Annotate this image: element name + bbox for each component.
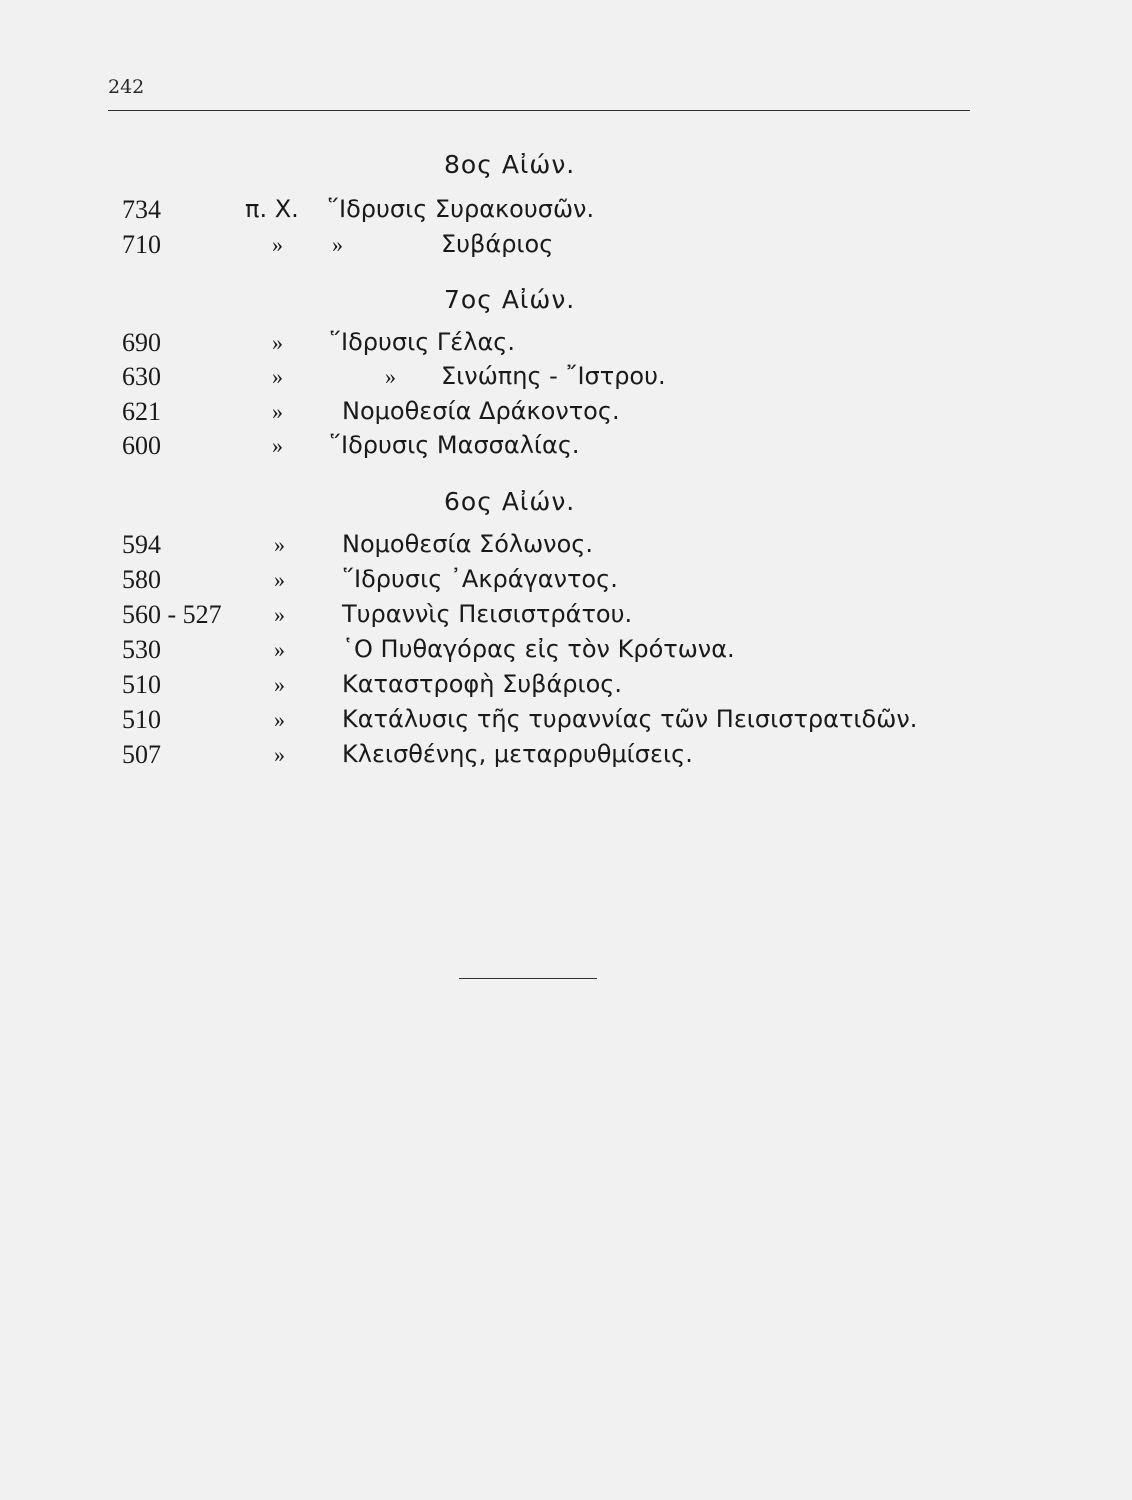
- ditto-mark: »: [272, 364, 283, 389]
- ditto-mark: »: [274, 532, 285, 557]
- closing-rule: [459, 978, 597, 979]
- event-text: Τυραννὶς Πεισιστράτου.: [342, 600, 633, 628]
- event-text: ῞Ιδρυσις Μασσαλίας.: [329, 431, 580, 459]
- year: 510: [122, 670, 161, 699]
- section-heading-8th-century: 8ος Αἰών.: [444, 150, 576, 179]
- section-heading-6th-century: 6ος Αἰών.: [444, 487, 576, 516]
- chronology-row: [0, 600, 1132, 634]
- chronology-row: [0, 431, 1132, 465]
- event-text: Νομοθεσία Δράκοντος.: [342, 397, 620, 425]
- ditto-mark: »: [274, 672, 285, 697]
- ditto-mark: »: [274, 707, 285, 732]
- year: 600: [122, 431, 161, 460]
- event-text: Συβάριος: [441, 230, 554, 258]
- event-text: ῞Ιδρυσις Συρακουσῶν.: [327, 195, 595, 223]
- ditto-mark: »: [274, 602, 285, 627]
- chronology-row: [0, 195, 1132, 229]
- year: 594: [122, 530, 161, 559]
- ditto-mark: »: [272, 232, 283, 257]
- year: 630: [122, 362, 161, 391]
- chronology-row: [0, 705, 1132, 739]
- ditto-mark: »: [272, 433, 283, 458]
- year: 621: [122, 397, 161, 426]
- header-rule: [108, 110, 970, 111]
- event-text: ῞Ιδρυσις ᾿Ακράγαντος.: [342, 565, 618, 593]
- year: 560 - 527: [122, 600, 222, 629]
- ditto-mark: »: [332, 232, 343, 257]
- year: 510: [122, 705, 161, 734]
- event-text: Καταστροφὴ Συβάριος.: [342, 670, 623, 698]
- event-text: Κατάλυσις τῆς τυραννίας τῶν Πεισιστρατιδῶν.: [342, 705, 918, 733]
- section-heading-7th-century: 7ος Αἰών.: [444, 285, 576, 314]
- ditto-mark: »: [274, 742, 285, 767]
- ditto-mark: »: [274, 637, 285, 662]
- chronology-row: [0, 740, 1132, 774]
- chronology-row: [0, 397, 1132, 431]
- event-text: ῾Ο Πυθαγόρας εἰς τὸν Κρότωνα.: [342, 635, 735, 663]
- event-text: ῞Ιδρυσις Γέλας.: [329, 328, 516, 356]
- ditto-mark: »: [272, 330, 283, 355]
- ditto-mark: »: [385, 364, 396, 389]
- year: 530: [122, 635, 161, 664]
- chronology-row: [0, 635, 1132, 669]
- page-number: 242: [108, 76, 145, 98]
- chronology-row: [0, 362, 1132, 396]
- era-label: π. Χ.: [245, 195, 299, 223]
- chronology-row: [0, 670, 1132, 704]
- ditto-mark: »: [272, 399, 283, 424]
- year: 580: [122, 565, 161, 594]
- chronology-row: [0, 328, 1132, 362]
- year: 734: [122, 195, 161, 224]
- year: 710: [122, 230, 161, 259]
- chronology-row: [0, 230, 1132, 264]
- year: 690: [122, 328, 161, 357]
- chronology-row: [0, 530, 1132, 564]
- year: 507: [122, 740, 161, 769]
- event-text: Σινώπης - ῎Ιστρου.: [441, 362, 666, 390]
- chronology-row: [0, 565, 1132, 599]
- ditto-mark: »: [274, 567, 285, 592]
- event-text: Κλεισθένης, μεταρρυθμίσεις.: [342, 740, 693, 768]
- event-text: Νομοθεσία Σόλωνος.: [342, 530, 593, 558]
